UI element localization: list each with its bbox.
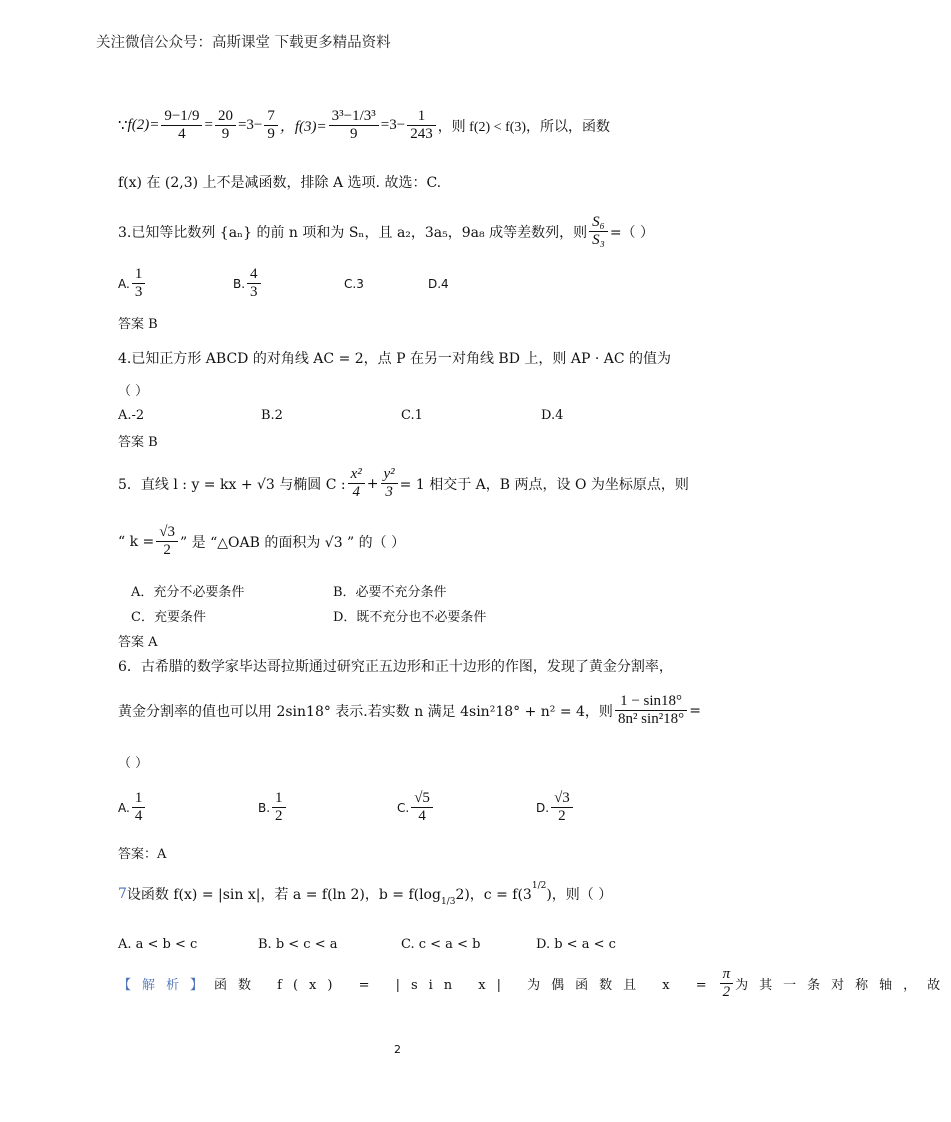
- question-7-stem: [118, 881, 613, 907]
- question-6-line-2: 黄金分割率的值也可以用 2sin18° 表示.若实数 n 满足 4sin²18° + n² = 4，则 $\frac{1 - \sin 18^\circ}{\text{8n² sin²18°}}$ =: [118, 693, 701, 727]
- q5-k-value: $\frac{√3}{2}$: [156, 524, 178, 559]
- q7-number: 7: [118, 886, 127, 902]
- q5-option-d: D．既不充分也不必要条件: [333, 610, 487, 625]
- q4-option-b: B.2: [261, 408, 283, 423]
- q7-stem-mid: 2)，c = f(3: [455, 887, 532, 903]
- q3-answer: 答案 B: [118, 317, 158, 332]
- q6-expression: $\frac{1 - \sin 18^\circ}{\text{8n² sin²18°}}$: [615, 693, 687, 728]
- q6-paren: （ ）: [118, 756, 149, 771]
- f2-simplified: $\frac{20}{9}$: [215, 108, 236, 143]
- q3-option-d: D.4: [428, 277, 449, 291]
- q7-analysis: [118, 966, 951, 1001]
- q6-answer: 答案：A: [118, 847, 167, 862]
- q6-option-d: D. $\frac{√3}{2}$: [536, 790, 575, 825]
- q7-option-d: D. b < a < c: [536, 937, 616, 952]
- f2-fraction: $\frac{9-1/9}{4}$: [161, 108, 202, 143]
- q4-paren: （ ）: [118, 384, 149, 399]
- q6-option-b: B. $\frac{1}{2}$: [258, 790, 288, 825]
- analysis-tag: 【解析】: [118, 978, 215, 993]
- q3-paren: =（ ）: [609, 224, 654, 241]
- q3-option-b: B. $\frac{4}{3}$: [233, 266, 263, 301]
- pi-over-two: $\frac{\pi}{2}$: [720, 966, 734, 1001]
- q4-option-a: A.-2: [118, 408, 145, 423]
- f3-small-fraction: $\frac{1}{243}$: [407, 108, 436, 143]
- q5-stem-a: 5．直线 l : y = kx + √3 与椭圆 C :: [118, 476, 346, 493]
- q4-option-d: D.4: [541, 408, 564, 423]
- q7-stem-text: 设函数 f(x) = |sin x|，若 a = f(ln 2)，b = f(log: [126, 887, 441, 903]
- q6-option-a: A. $\frac{1}{4}$: [118, 790, 147, 825]
- solution-line-1: ∵ f(2)= $\frac{9-1/9}{4}$ = $\frac{20}{9}$ =3− $\frac{7}{9}$ ，f(3)= $\frac{\text{3³−1/3³}}{9}$ =3− $\frac{1}{243}$ ，则 f(2) < f(3)，所以，函数: [118, 108, 611, 142]
- q7-log-base: 1/3: [440, 897, 456, 907]
- f2-seven-ninths: $\frac{7}{9}$: [264, 108, 278, 143]
- page-header: 关注微信公众号：高斯课堂 下载更多精品资料: [96, 35, 391, 51]
- q4-answer: 答案 B: [118, 435, 158, 450]
- question-4-stem: 4.已知正方形 ABCD 的对角线 AC = 2，点 P 在另一对角线 BD 上，则 AP · AC 的值为: [118, 351, 671, 367]
- q3-option-a: A. $\frac{1}{3}$: [118, 266, 147, 301]
- f3-rest: =3−: [380, 117, 406, 133]
- q7-exponent: 1/2: [531, 881, 547, 891]
- q3-option-c: C.3: [344, 277, 364, 291]
- f3-fraction: $\frac{\text{3³−1/3³}}{9}$: [329, 108, 379, 143]
- question-5-stem: 5．直线 l : y = kx + √3 与椭圆 C : $\frac{\text{x²}}{4}$ + $\frac{\text{y²}}{3}$ = 1 相交于 A，B 两点，设 O 为坐标原点，则: [118, 466, 689, 500]
- q6-option-c: C. $\frac{√5}{4}$: [397, 790, 435, 825]
- f2-rest: =3−: [237, 117, 263, 133]
- q7-option-c: C. c < a < b: [401, 937, 481, 952]
- q5-option-b: B．必要不充分条件: [333, 585, 447, 600]
- q5-condition: “ k = $\frac{√3}{2}$ ” 是 “△OAB 的面积为 √3 ” 的（ ）: [118, 524, 406, 558]
- q5-x-term: $\frac{\text{x²}}{4}$: [348, 466, 365, 501]
- page-number: 2: [394, 1043, 401, 1056]
- q7-option-a: A. a < b < c: [118, 937, 198, 952]
- analysis-text-a: 函数 f(x) = |sin x| 为偶函数且 x =: [214, 978, 718, 993]
- solution-conclusion: ，则 f(2) < f(3)，所以，函数: [437, 119, 611, 135]
- f2-lhs: f(2)=: [127, 117, 160, 133]
- q5-stem-b: = 1 相交于 A，B 两点，设 O 为坐标原点，则: [399, 476, 689, 493]
- because-symbol: ∵: [118, 118, 128, 134]
- q7-stem-end: )，则（ ）: [546, 887, 613, 903]
- q6-line-2-text: 黄金分割率的值也可以用 2sin18° 表示.若实数 n 满足 4sin²18° + n² = 4，则: [118, 703, 613, 720]
- q3-ratio: $\frac{\text{S₆}}{\text{S₃}}$: [589, 214, 608, 249]
- q5-y-term: $\frac{\text{y²}}{3}$: [381, 466, 398, 501]
- q5-answer: 答案 A: [118, 635, 158, 650]
- q7-option-b: B. b < c < a: [258, 937, 338, 952]
- q4-option-c: C.1: [401, 408, 423, 423]
- question-3-stem: [118, 214, 654, 249]
- f3-lhs: ，f(3)=: [279, 119, 327, 135]
- q5-option-c: C．充要条件: [131, 610, 206, 625]
- solution-line-2: f(x) 在 (2,3) 上不是减函数，排除 A 选项. 故选：C.: [118, 175, 442, 191]
- question-6-line-1: 6．古希腊的数学家毕达哥拉斯通过研究正五边形和正十边形的作图，发现了黄金分割率，: [118, 659, 673, 675]
- analysis-text-b: 为其一条对称轴，故: [735, 978, 951, 993]
- q5-option-a: A．充分不必要条件: [131, 585, 245, 600]
- q3-stem-text: 3.已知等比数列 {aₙ} 的前 n 项和为 Sₙ，且 a₂，3a₅，9a₈ 成等差数列，则: [118, 224, 588, 241]
